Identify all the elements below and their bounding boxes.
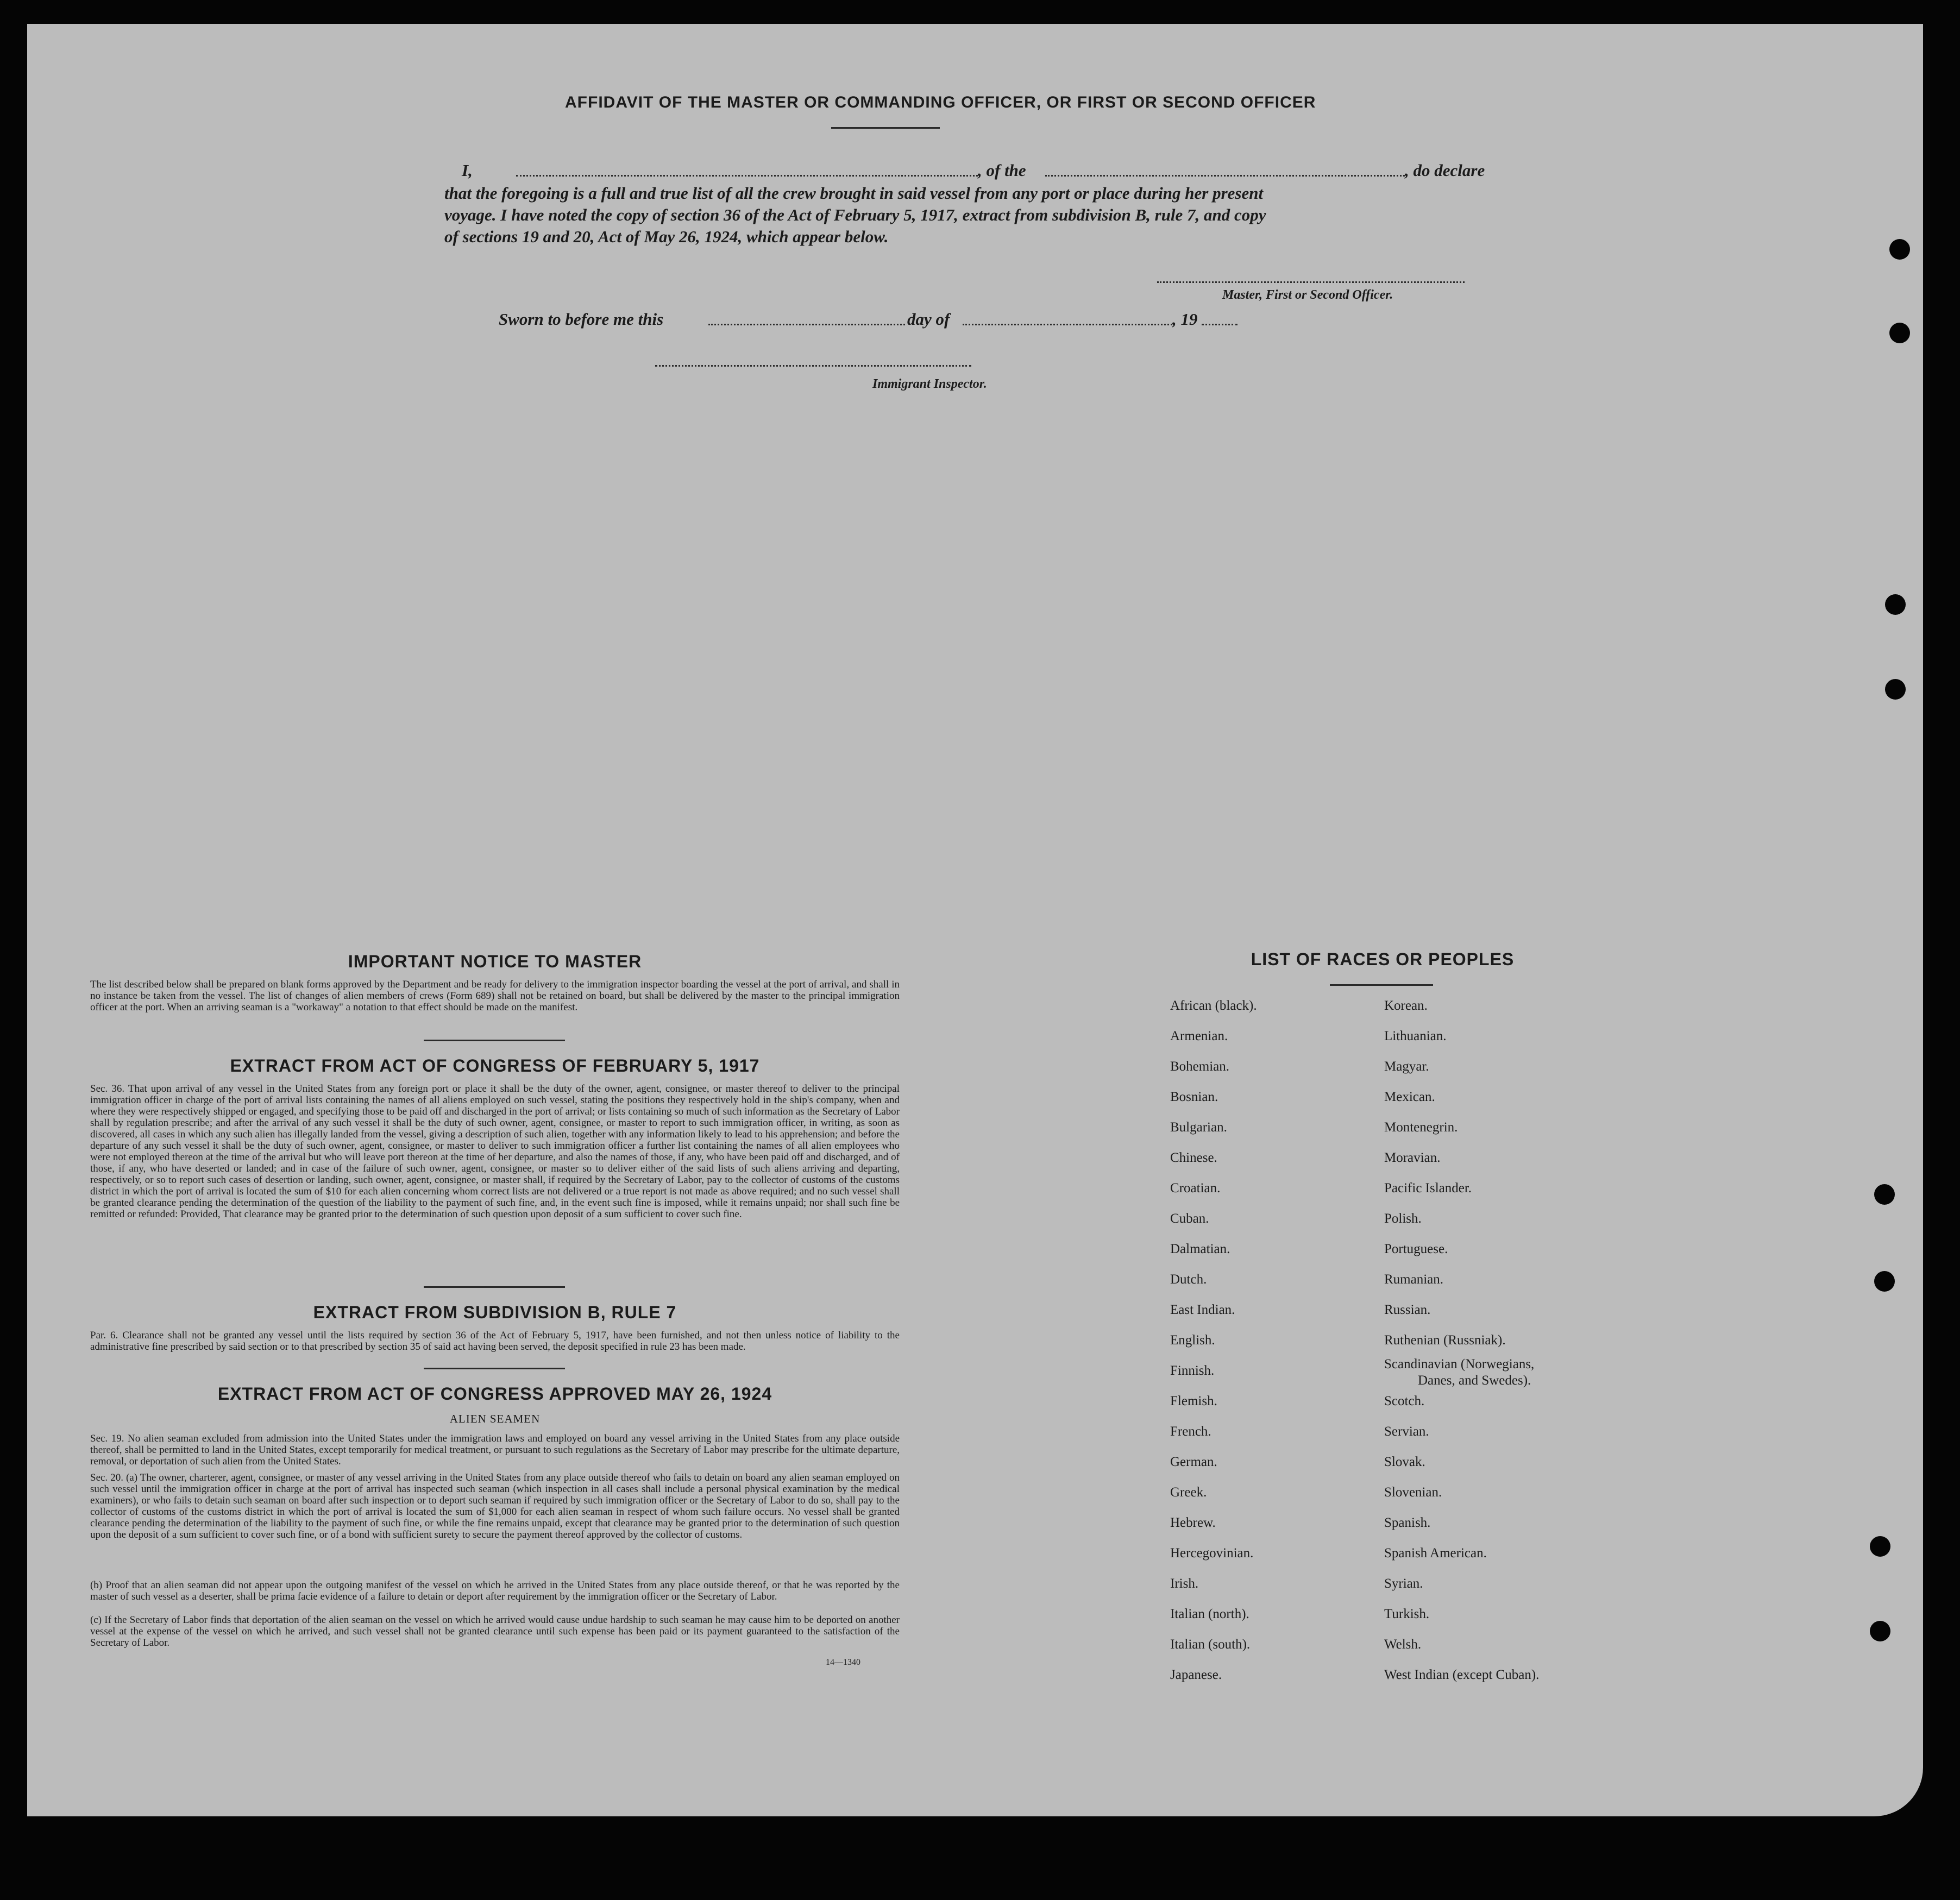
- race-item: Korean.: [1384, 998, 1428, 1013]
- race-item: German.: [1170, 1455, 1217, 1469]
- race-item: Scotch.: [1384, 1394, 1425, 1408]
- punch-hole: [1889, 323, 1910, 343]
- race-item: Flemish.: [1170, 1394, 1217, 1408]
- race-item: East Indian.: [1170, 1303, 1235, 1317]
- race-item: Cuban.: [1170, 1211, 1209, 1226]
- affidavit-title: AFFIDAVIT OF THE MASTER OR COMMANDING OFFICER, OR FIRST OR SECOND OFFICER: [565, 93, 1316, 111]
- race-item: Dutch.: [1170, 1272, 1207, 1287]
- race-item: Magyar.: [1384, 1059, 1429, 1074]
- race-item: Mexican.: [1384, 1090, 1435, 1104]
- sworn-day-of: day of: [907, 310, 950, 329]
- rank-field[interactable]: [1045, 163, 1405, 177]
- extract-1924-title: EXTRACT FROM ACT OF CONGRESS APPROVED MAY 26, 1924: [217, 1384, 772, 1404]
- race-item: Moravian.: [1384, 1150, 1441, 1165]
- race-item: Dalmatian.: [1170, 1242, 1230, 1256]
- race-item: West Indian (except Cuban).: [1384, 1668, 1540, 1682]
- race-item: Spanish.: [1384, 1515, 1431, 1530]
- punch-hole: [1874, 1271, 1895, 1292]
- race-item: Spanish American.: [1384, 1546, 1487, 1561]
- races-title: LIST OF RACES OR PEOPLES: [1251, 949, 1515, 969]
- punch-hole: [1885, 679, 1906, 700]
- race-item: Finnish.: [1170, 1363, 1215, 1378]
- race-item: English.: [1170, 1333, 1215, 1348]
- section-20b-text: (b) Proof that an alien seaman did not appear upon the outgoing manifest of the vessel on which he arrived in the United States from any place outside thereof, or that he was reported by the master of such vessel as a deserter, shall be prima facie evidence of a failure to detain or deport after requirement by the immigration officer or the Secretary of Labor.: [90, 1580, 900, 1602]
- punch-hole: [1874, 1184, 1895, 1205]
- race-item: Italian (north).: [1170, 1607, 1249, 1621]
- race-item: Armenian.: [1170, 1029, 1228, 1043]
- race-item: Bohemian.: [1170, 1059, 1230, 1074]
- race-item: Japanese.: [1170, 1668, 1222, 1682]
- extract-1917-title: EXTRACT FROM ACT OF CONGRESS OF FEBRUARY 5, 1917: [230, 1056, 760, 1075]
- affidavit-line1-start: I,: [462, 161, 473, 180]
- affidavit-line1-mid: , of the: [978, 161, 1026, 180]
- divider: [831, 127, 940, 129]
- affidavit-line1-end: , do declare: [1405, 161, 1485, 180]
- race-item: African (black).: [1170, 998, 1257, 1013]
- section-20a-text: Sec. 20. (a) The owner, charterer, agent, consignee, or master of any vessel arriving in the United States from any place outside thereof who fails to detain on board any alien seaman employed on such vessel until the immigration officer in charge at the port of arrival has inspected such seaman (which inspection in all cases shall include a personal physical examination by the medical examiners), or who fails to detain such seaman on board after such inspection or to deport such seaman if required by such immigration officer or the Secretary of Labor to do so, shall pay to the collector of customs of the customs district in which the port of arrival is located the sum of $1,000 for each alien seaman in respect of whom such failure occurs. No vessel shall be granted clearance pending the determination of the liability to the payment of such fine, or while the fine remains unpaid, except that clearance may be granted prior to the determination of such question upon the deposit of a sum sufficient to cover such fine, or of a bond with sufficient surety to secure the payment thereof approved by the collector of customs.: [90, 1472, 900, 1540]
- race-item: Russian.: [1384, 1303, 1431, 1317]
- divider: [424, 1040, 565, 1041]
- race-item: Slovak.: [1384, 1455, 1425, 1469]
- race-item: Scandinavian (Norwegians,: [1384, 1357, 1535, 1371]
- race-item: Welsh.: [1384, 1637, 1422, 1652]
- sworn-year-field[interactable]: [1202, 312, 1237, 325]
- race-item: Irish.: [1170, 1576, 1199, 1591]
- race-item: Syrian.: [1384, 1576, 1423, 1591]
- affidavit-line3: voyage. I have noted the copy of section 36 of the Act of February 5, 1917, extract from subdivision B, rule 7, and copy: [444, 205, 1266, 224]
- extract-1924-subtitle: ALIEN SEAMEN: [449, 1412, 541, 1425]
- section-20c-text: (c) If the Secretary of Labor finds that deportation of the alien seaman on the vessel on which he arrived would cause undue hardship to such seaman he may cause him to be deported on another vessel at the expense of the vessel on which he arrived, and such vessel shall not be granted clearance until such expense has been paid or its payment guaranteed to the satisfaction of the Secretary of Labor.: [90, 1614, 900, 1649]
- divider: [424, 1286, 565, 1288]
- punch-hole: [1870, 1621, 1890, 1641]
- divider: [424, 1368, 565, 1369]
- race-item: Hercegovinian.: [1170, 1546, 1254, 1561]
- subdivision-b-text: Par. 6. Clearance shall not be granted any vessel until the lists required by section 36 of the Act of February 5, 1917, have been furnished, and not then unless notice of liability to the administrative fine prescribed by said section or to that prescribed by section 35 of said act having been served, the deposit specified in rule 23 has been made.: [90, 1330, 900, 1352]
- race-item: Lithuanian.: [1384, 1029, 1447, 1043]
- officer-signature-label: Master, First or Second Officer.: [1222, 288, 1393, 302]
- race-item: Pacific Islander.: [1384, 1181, 1472, 1196]
- race-item: Ruthenian (Russniak).: [1384, 1333, 1506, 1348]
- extract-1917-text: Sec. 36. That upon arrival of any vessel in the United States from any foreign port or place it shall be the duty of the owner, agent, consignee, or master thereof to deliver to the principal immigration officer in charge of the port of arrival lists containing the names of all aliens employed on such vessel, stating the positions they respectively hold in the ship's company, when and where they were respectively shipped or engaged, and specifying those to be paid off and discharged in the port of arrival; or lists containing so much of such information as the Secretary of Labor shall by regulation prescribe; and after the arrival of any such vessel it shall be the duty of such owner, agent, consignee, or master to report to such immigration officer, in writing, as soon as discovered, all cases in which any such alien has illegally landed from the vessel, giving a description of such alien, together with any information likely to lead to his apprehension; and before the departure of any such vessel it shall be the duty of such owner, agent, consignee, or master to deliver to such immigration officer a further list containing the names of all alien employees who were not employed thereon at the time of the arrival but who will leave port thereon at the time of her departure, and also the names of those, if any, who have been paid off and discharged, and of those, if any, who have deserted or landed; and in case of the failure of such owner, agent, consignee, or master so to deliver either of the said lists of such aliens arriving and departing, respectively, or so to report such cases of desertion or landing, such owner, agent, consignee, or master shall, if required by the Secretary of Labor, pay to the collector of customs of the customs district in which the port of arrival is located the sum of $10 for each alien concerning whom correct lists are not delivered or a true report is not made as above required; and no such vessel shall be granted clearance pending the determination of the question of the liability to the payment of such fine, and, in the event such fine is imposed, while it remains unpaid; nor shall such fine be remitted or refunded: Provided, That clearance may be granted prior to the determination of such question upon deposit of a sum sufficient to cover such fine.: [90, 1083, 900, 1220]
- race-item: Bosnian.: [1170, 1090, 1218, 1104]
- race-item: Greek.: [1170, 1485, 1207, 1500]
- race-item: Bulgarian.: [1170, 1120, 1227, 1135]
- race-item: Servian.: [1384, 1424, 1429, 1439]
- punch-hole: [1885, 594, 1906, 615]
- race-item: Montenegrin.: [1384, 1120, 1458, 1135]
- race-item: Polish.: [1384, 1211, 1422, 1226]
- race-item: Rumanian.: [1384, 1272, 1444, 1287]
- document-page: [27, 24, 1923, 1816]
- race-item: Portuguese.: [1384, 1242, 1448, 1256]
- race-item-continued: Danes, and Swedes).: [1418, 1373, 1531, 1388]
- sworn-text: Sworn to before me this: [499, 310, 664, 329]
- race-item: Slovenian.: [1384, 1485, 1442, 1500]
- race-item: Turkish.: [1384, 1607, 1430, 1621]
- inspector-label: Immigrant Inspector.: [872, 377, 987, 391]
- race-item: Chinese.: [1170, 1150, 1217, 1165]
- subdivision-b-title: EXTRACT FROM SUBDIVISION B, RULE 7: [313, 1303, 677, 1322]
- affidavit-line2: that the foregoing is a full and true list of all the crew brought in said vessel from any port or place during her present: [444, 184, 1264, 203]
- divider: [1330, 984, 1433, 986]
- officer-signature-field[interactable]: [1157, 274, 1465, 283]
- notice-text: The list described below shall be prepared on blank forms approved by the Department and be ready for delivery to the immigration inspector boarding the vessel at the port of arrival, and shall in no instance be taken from the vessel. The list of changes of alien members of crews (Form 689) shall not be retained on board, but shall be delivered by the master to the principal immigration officer at the port. When an arriving seaman is a "workaway" a notation to that effect should be made on the manifest.: [90, 979, 900, 1013]
- sworn-month-field[interactable]: [963, 312, 1172, 325]
- affidavit-line4: of sections 19 and 20, Act of May 26, 1924, which appear below.: [444, 227, 889, 246]
- race-item: Croatian.: [1170, 1181, 1221, 1196]
- name-field[interactable]: [516, 163, 978, 177]
- race-item: French.: [1170, 1424, 1211, 1439]
- inspector-signature-field[interactable]: [655, 353, 971, 367]
- race-item: Italian (south).: [1170, 1637, 1251, 1652]
- form-number: 14—1340: [826, 1658, 860, 1667]
- notice-title: IMPORTANT NOTICE TO MASTER: [348, 952, 642, 971]
- race-item: Hebrew.: [1170, 1515, 1216, 1530]
- sworn-year-prefix: , 19: [1172, 310, 1198, 329]
- sworn-day-field[interactable]: [708, 312, 905, 325]
- section-19-text: Sec. 19. No alien seaman excluded from admission into the United States under the immigration laws and employed on board any vessel arriving in the United States from any place outside thereof, shall be permitted to land in the United States, except temporarily for medical treatment, or pursuant to such regulations as the Secretary of Labor may prescribe for the ultimate departure, removal, or deportation of such alien from the United States.: [90, 1433, 900, 1467]
- punch-hole: [1889, 239, 1910, 260]
- punch-hole: [1870, 1536, 1890, 1557]
